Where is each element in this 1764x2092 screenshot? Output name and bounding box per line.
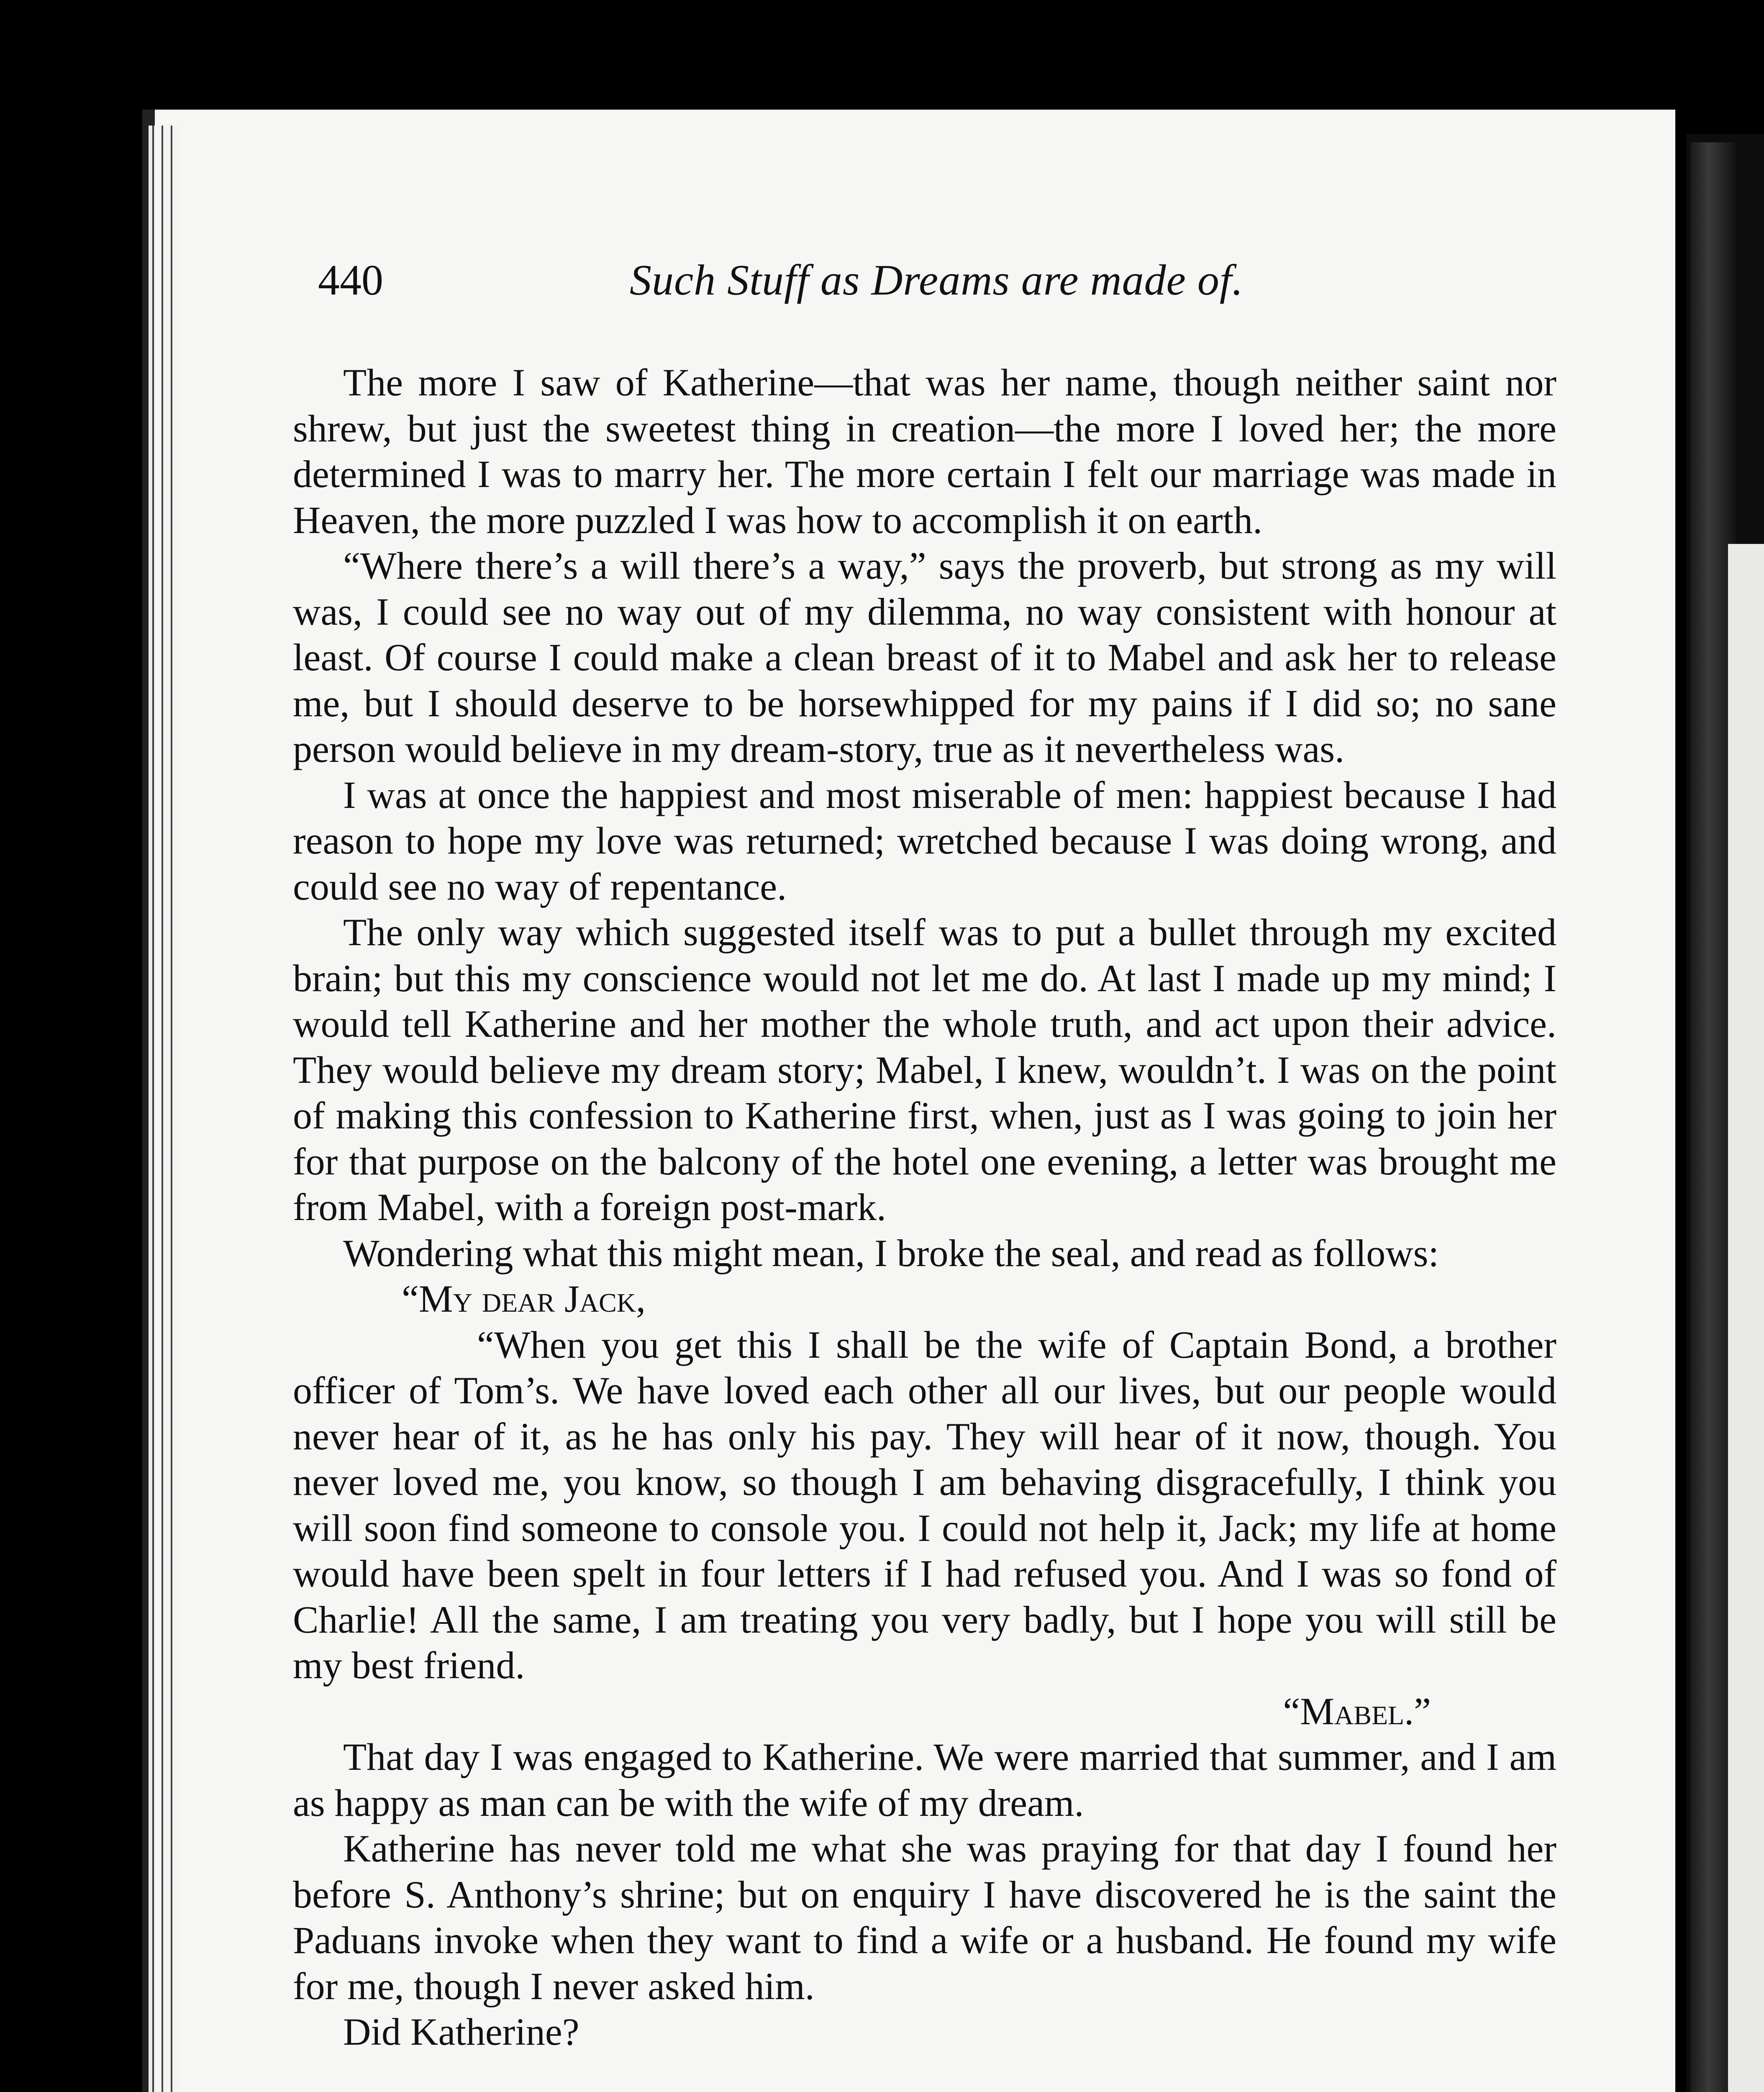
letter-salutation: “My dear Jack,	[402, 1277, 646, 1320]
paragraph: “Where there’s a will there’s a way,” says the proverb, but strong as my will was, I could see no way out of my dilemma, no way consistent with honour at least. Of course I could make a clean breast of it to Mabel and ask her to release me, but I should deserve to be horsewhipped for my pains if I did so; no sane person would believe in my dream-story, true as it nevertheless was.	[293, 544, 1556, 770]
paragraph: Katherine has never told me what she was praying for that day I found her before S. Anthony’s shrine; but on enquiry I have discovered he is the saint the Paduans invoke when they want to find a wife or a husband. He found my wife for me, though I never asked him.	[293, 1827, 1556, 2007]
letter-body: “When you get this I shall be the wife of Captain Bond, a brother officer of Tom’s. We have loved each other all our lives, but our people would never hear of it, as he has only his pay. They will hear of it now, though. You never loved me, you know, so though I am behaving disgracefully, I think you will soon find someone to console you. I could not help it, Jack; my life at home would have been spelt in four letters if I had refused you. And I was so fond of Charlie! All the same, I am treating you very badly, but I hope you will still be my best friend.	[293, 1323, 1556, 1687]
page-number: 440	[318, 256, 383, 304]
adjacent-page-edge	[1728, 544, 1764, 2092]
running-head	[318, 255, 1523, 314]
body-text	[293, 360, 1556, 2055]
paragraph: Did Katherine?	[343, 2010, 579, 2053]
paragraph: The more I saw of Katherine—that was her name, though neither saint nor shrew, but just the sweetest thing in creation—the more I loved her; the more determined I was to marry her. The more certain I felt our marriage was made in Heaven, the more puzzled I was how to accomplish it on earth.	[293, 361, 1556, 541]
letter-signature: “Mabel.”	[1283, 1689, 1431, 1733]
page-gutter-edge	[149, 126, 178, 2092]
running-title: Such Stuff as Dreams are made of.	[630, 256, 1244, 304]
paragraph: Wondering what this might mean, I broke the seal, and read as follows:	[343, 1231, 1439, 1274]
paragraph: I was at once the happiest and most miserable of men: happiest because I had reason to hope my love was returned; wretched because I was doing wrong, and could see no way of repentance.	[293, 773, 1556, 908]
paragraph: The only way which suggested itself was to put a bullet through my excited brain; but this my conscience would not let me do. At last I made up my mind; I would tell Katherine and her mother the whole truth, and act upon their advice. They would believe my dream story; Mabel, I knew, wouldn’t. I was on the point of making this confession to Katherine first, when, just as I was going to join her for that purpose on the balcony of the hotel one evening, a letter was brought me from Mabel, with a foreign post-mark.	[293, 911, 1556, 1228]
paragraph: That day I was engaged to Katherine. We were married that summer, and I am as happy as man can be with the wife of my dream.	[293, 1736, 1556, 1824]
